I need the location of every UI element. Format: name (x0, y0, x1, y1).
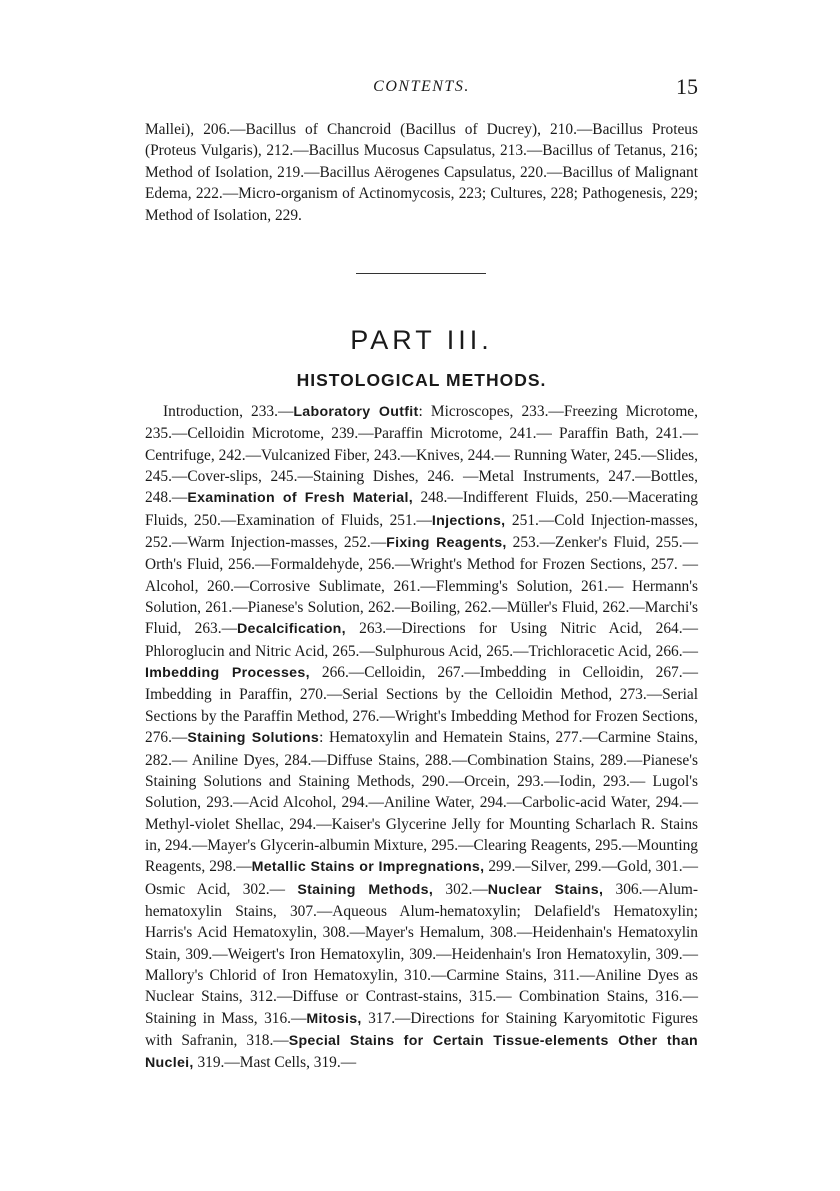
contents-paragraph-bacteriology: Mallei), 206.—Bacillus of Chancroid (Bacillus of Ducrey), 210.—Bacillus Proteus (Proteus Vulgaris), 212.—Bacillus Mucosus Capsulatus, 213.—Bacillus of Tetanus, 216; Method of Isolation, 219.—Bacillus Aërogenes Capsulatus, 220.—Bacillus of Malignant Edema, 222.—Micro-organism of Actinomycosis, 223; Cultures, 228; Pathogenesis, 229; Method of Isolation, 229. (145, 121, 698, 224)
bold-heading: Metallic Stains or Impregnations, (251, 859, 485, 876)
entry-text: 319.—Mast Cells, 319.— (193, 1054, 357, 1072)
entry-text: Introduction, 233.— (163, 403, 294, 420)
entry-text: 266.—Celloidin, 267.—Imbedding in Celloidin, 267.—Imbedding in Paraffin, 270.—Serial Sections by the Celloidin Method, 273.—Serial Sections by the Paraffin Method, 276.—Wright's Imbedding Method for Frozen Sections, 276.— (145, 664, 698, 747)
bold-heading: Injections, (431, 512, 506, 529)
entry-text: 302.— (433, 880, 488, 898)
contents-paragraph-histological-methods (145, 401, 698, 1075)
entry-text: 299.—Silver, 299.—Gold, 301.—Osmic Acid, 302.— (145, 858, 698, 898)
section-title: HISTOLOGICAL METHODS. (296, 370, 547, 390)
bold-heading: Mitosis, (306, 1010, 362, 1027)
bold-heading: Special Stains for Certain Tissue-elements Other than Nuclei, (145, 1032, 698, 1072)
entry-text: 253.—Zenker's Fluid, 255.—Orth's Fluid, 256.—Formaldehyde, 256.—Wright's Method for Frozen Sections, 257. —Alcohol, 260.—Corrosive Sublimate, 261.—Flemming's Solution, 261.— Hermann's Solution, 261.—Pianese's Solution, 262.—Boiling, 262.—Müller's Fluid, 262.—Marchi's Fluid, 263.— (145, 534, 698, 638)
entry-text: 317.—Directions for Staining Karyomitotic Figures with Safranin, 318.— (145, 1009, 698, 1049)
bold-heading: Imbedding Processes, (145, 665, 310, 682)
part-title: PART III. (350, 325, 493, 355)
entry-text: 251.—Cold Injection-masses, 252.—Warm Injection-masses, 252.— (145, 511, 698, 552)
entry-text: 306.—Alum-hematoxylin Stains, 307.—Aqueous Alum-hematoxylin; Delafield's Hematoxylin; Harris's Acid Hematoxylin, 308.—Mayer's Hemalum, 308.—Heidenhain's Hematoxylin Stain, 309.—Weigert's Iron Hematoxylin, 309.—Heidenhain's Iron Hematoxylin, 309.—Mallory's Chlorid of Iron Hematoxylin, 310.—Carmine Stains, 311.—Aniline Dyes as Nuclear Stains, 312.—Diffuse or Contrast-stains, 315.— Combination Stains, 316.—Staining in Mass, 316.— (145, 880, 698, 1027)
entry-text: : Microscopes, 233.—Freezing Microtome, 235.—Celloidin Microtome, 239.—Paraffin Microtome, 241.— Paraffin Bath, 241.—Centrifuge, 242.—Vulcanized Fiber, 243.—Knives, 244.— Running Water, 245.—Slides, 245.—Cover-slips, 245.—Staining Dishes, 246. —Metal Instruments, 247.—Bottles, 248.— (145, 403, 698, 507)
running-head (145, 74, 698, 104)
entry-text: 248.—Indifferent Fluids, 250.—Macerating Fluids, 250.—Examination of Fluids, 251.— (145, 489, 698, 529)
bold-heading: Staining Methods, (297, 881, 434, 898)
section-divider (356, 273, 486, 274)
page-number: 15 (676, 74, 698, 99)
bold-heading: Decalcification, (236, 621, 346, 638)
bold-heading: Examination of Fresh Material, (187, 490, 413, 507)
bold-heading: Laboratory Outfit (293, 404, 419, 420)
bold-heading: Nuclear Stains, (487, 881, 604, 898)
bold-heading: Fixing Reagents, (386, 535, 507, 552)
running-title: CONTENTS. (373, 78, 470, 95)
bold-heading: Staining Solutions (187, 730, 320, 747)
entry-text: 263.—Directions for Using Nitric Acid, 264.—Phloroglucin and Nitric Acid, 265.—Sulphurous Acid, 265.—Trichloracetic Acid, 266.— (145, 620, 698, 660)
entry-text: : Hematoxylin and Hematein Stains, 277.—Carmine Stains, 282.— Aniline Dyes, 284.—Diffuse Stains, 288.—Combination Stains, 289.—Pianese's Staining Solutions and Staining Methods, 290.—Orcein, 293.—Iodin, 293.— Lugol's Solution, 293.—Acid Alcohol, 294.—Aniline Water, 294.—Carbolic-acid Water, 294.—Methyl-violet Shellac, 294.—Kaiser's Glycerine Jelly for Mounting Scharlach R. Stains in, 294.—Mayer's Glycerin-albumin Mixture, 295.—Clearing Reagents, 295.—Mounting Reagents, 298.— (145, 729, 698, 876)
